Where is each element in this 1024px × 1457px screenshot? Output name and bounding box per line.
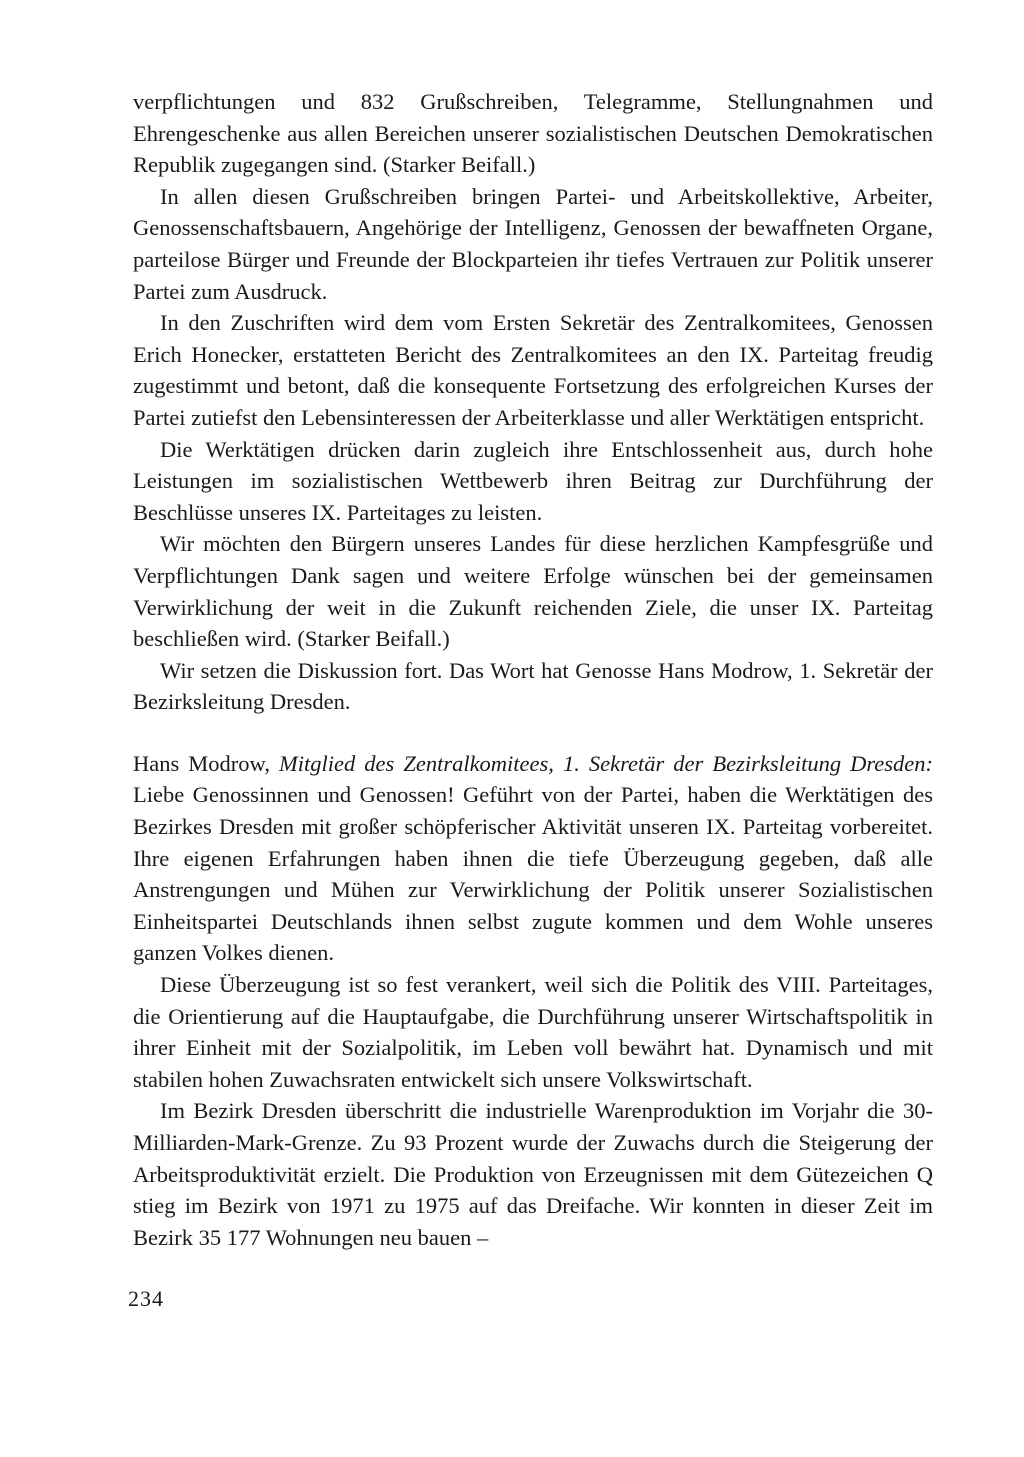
speaker-name: Hans Modrow, [133,750,270,776]
speaker-opening: Liebe Genossinnen und Genossen! Geführt von der Partei, haben die Werktätigen des Bezirkes Dresden mit großer schöpferischer Aktivität unseren IX. Parteitag vorbereitet. Ihre eigenen Erfahrungen haben ihnen die tiefe Überzeugung gegeben, daß alle Anstrengungen und Mühen zur Verwirklichung der Politik unserer Sozialistischen Einheitspartei Deutschlands ihnen selbst zugute kommen und dem Wohle unseres ganzen Volkes dienen. [133,782,933,966]
section-gap [133,718,933,748]
paragraph-9: Im Bezirk Dresden überschritt die industrielle Warenproduktion im Vorjahr die 30-Milliarden-Mark-Grenze. Zu 93 Prozent wurde der Zuwachs durch die Steigerung der Arbeitsproduktivität erzielt. Die Produktion von Erzeugnissen mit dem Gütezeichen Q stieg im Bezirk von 1971 zu 1975 auf das Dreifache. Wir konnten in dieser Zeit im Bezirk 35 177 Wohnungen neu bauen – [133,1098,933,1250]
document-page [133,86,933,1253]
paragraph-8: Diese Überzeugung ist so fest verankert, weil sich die Politik des VIII. Parteitages, die Orientierung auf die Hauptaufgabe, die Durchführung unserer Wirtschaftspolitik in ihrer Einheit mit der Sozialpolitik, im Leben voll bewährt hat. Dynamisch und mit stabilen hohen Zuwachsraten entwickelt sich unsere Volkswirtschaft. [133,972,933,1092]
paragraph-6: Wir setzen die Diskussion fort. Das Wort hat Genosse Hans Modrow, 1. Sekretär der Bezirksleitung Dresden. [133,657,933,715]
paragraph-2: In allen diesen Grußschreiben bringen Partei- und Arbeitskollektive, Arbeiter, Genossenschaftsbauern, Angehörige der Intelligenz, Genossen der bewaffneten Organe, parteilose Bürger und Freunde der Blockparteien ihr tiefes Vertrauen zur Politik unserer Partei zum Ausdruck. [133,183,933,304]
paragraph-3: In den Zuschriften wird dem vom Ersten Sekretär des Zentralkomitees, Genossen Erich Honecker, erstatteten Bericht des Zentralkomitees an den IX. Parteitag freudig zugestimmt und betont, daß die konsequente Fortsetzung des erfolgreichen Kurses der Partei zutiefst den Lebensinteressen der Arbeiterklasse und aller Werktätigen entspricht. [133,310,933,430]
paragraph-5: Wir möchten den Bürgern unseres Landes für diese herzlichen Kampfesgrüße und Verpflichtungen Dank sagen und weitere Erfolge wünschen bei der gemeinsamen Verwirklichung der weit in die Zukunft reichenden Ziele, die unser IX. Parteitag beschließen wird. (Starker Beifall.) [133,531,933,652]
page-number: 234 [128,1286,164,1311]
speaker-paragraph [133,748,933,969]
paragraph-1: verpflichtungen und 832 Grußschreiben, Telegramme, Stellungnahmen und Ehrengeschenke aus allen Bereichen unserer sozialistischen Deutschen Demokratischen Republik zugegangen sind. (Starker Beifall.) [133,89,933,178]
speaker-role: Mitglied des Zentralkomitees, 1. Sekretär der Bezirksleitung Dresden: [279,750,934,776]
paragraph-4: Die Werktätigen drücken darin zugleich ihre Entschlossenheit aus, durch hohe Leistungen im sozialistischen Wettbewerb ihren Beitrag zur Durchführung der Beschlüsse unseres IX. Parteitages zu leisten. [133,436,933,525]
